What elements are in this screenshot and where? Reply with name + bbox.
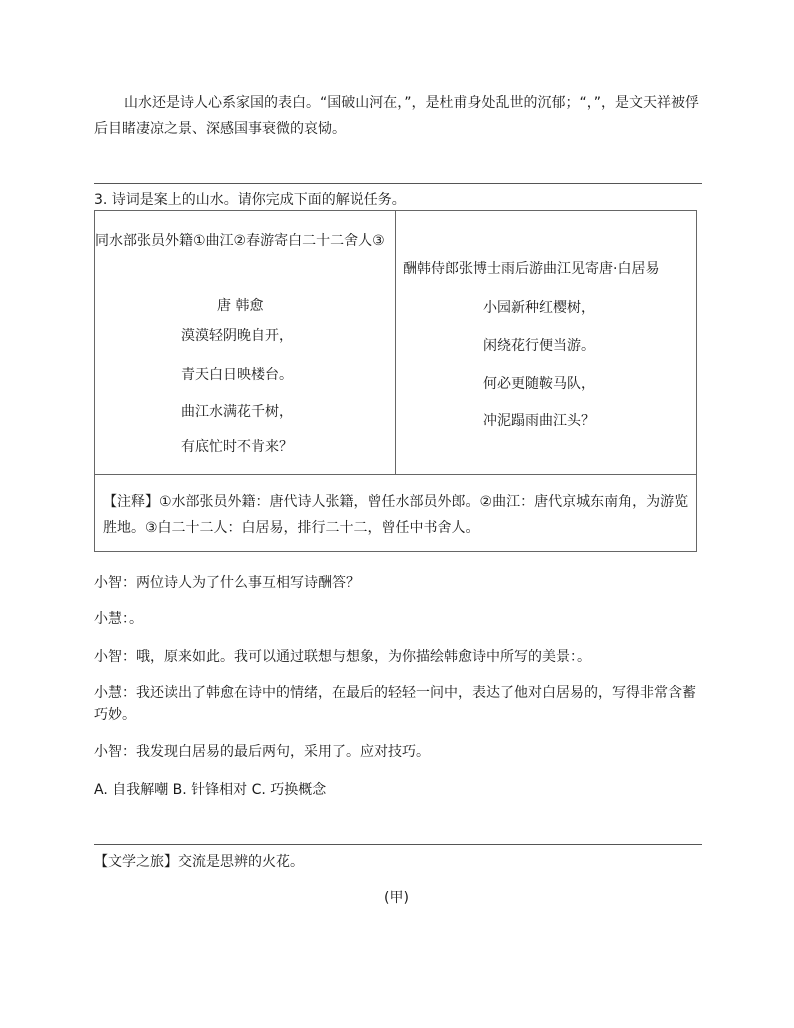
poem2-line: 冲泥蹋雨曲江头？	[483, 413, 595, 429]
poem1-line: 曲江水满花千树，	[181, 404, 293, 420]
dialogue-line: 小慧：。	[94, 611, 143, 627]
poems-table	[94, 210, 697, 552]
question-3-prompt: 3. 诗词是案上的山水。请你完成下面的解说任务。	[94, 192, 406, 208]
dialogue-line: 小智：哦，原来如此。我可以通过联想与想象，为你描绘韩愈诗中所写的美景：。	[94, 649, 591, 665]
poem2-line: 何必更随鞍马队，	[483, 376, 595, 392]
poem1-line: 漠漠轻阴晚自开，	[181, 328, 293, 344]
dialogue-line: 小慧：我还读出了韩愈在诗中的情绪，在最后的轻轻一问中，表达了他对白居易的，写得非常含蓄巧妙。	[94, 685, 696, 723]
divider-bottom	[94, 844, 702, 845]
annotation-note: 【注释】①水部张员外籍：唐代诗人张籍，曾任水部员外郎。②曲江：唐代京城东南角，为游览胜地。③白二十二人：白居易，排行二十二，曾任中书舍人。	[103, 494, 689, 536]
poem1-line: 青天白日映楼台。	[181, 367, 293, 383]
answer-options: A. 自我解嘲 B. 针锋相对 C. 巧换概念	[94, 782, 327, 798]
poem1-line: 有底忙时不肯来？	[181, 439, 293, 455]
intro-paragraph: 山水还是诗人心系家国的表白。“国破山河在，”，是杜甫身处乱世的沉郁；“，”，是文天祥被俘后目睹凄凉之景、深感国事衰微的哀恸。	[94, 95, 700, 137]
poem2-line: 小园新种红樱树，	[483, 300, 595, 316]
divider-top	[94, 183, 702, 184]
table-column-divider	[395, 211, 396, 474]
dialogue-line: 小智：两位诗人为了什么事互相写诗酬答？	[94, 575, 360, 591]
poem1-author: 唐 韩愈	[217, 298, 264, 314]
poem1-title: 同水部张员外籍①曲江②春游寄白二十二舍人③	[95, 233, 385, 249]
table-row-divider	[95, 474, 696, 475]
section-subheading: (甲)	[384, 890, 409, 906]
poem2-title: 酬韩侍郎张博士雨后游曲江见寄唐·白居易	[403, 261, 660, 277]
poem2-line: 闲绕花行便当游。	[483, 338, 595, 354]
dialogue-line: 小智：我发现白居易的最后两句，采用了。应对技巧。	[94, 744, 430, 760]
section-heading: 【文学之旅】交流是思辨的火花。	[94, 854, 304, 870]
